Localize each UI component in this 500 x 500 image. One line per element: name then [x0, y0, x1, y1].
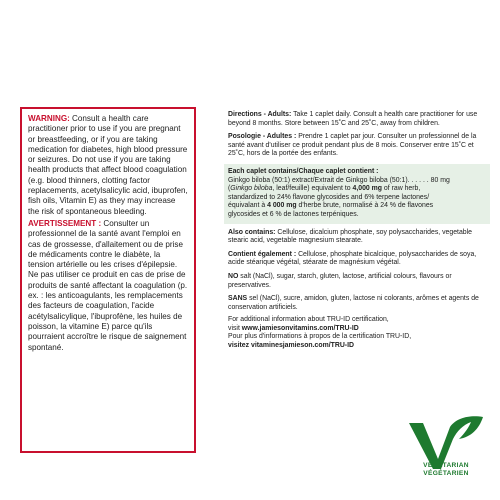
directions-fr	[228, 133, 490, 159]
posologie-heading: Posologie - Adultes :	[228, 133, 297, 141]
contient-text: Cellulose, phosphate bicalcique, polysaccharides de soya, acide stéarique végétal, stéarate de magnésium végétal.	[228, 250, 477, 267]
contient-heading: Contient également :	[228, 250, 297, 258]
vegetarian-label: VEGETARIAN	[423, 462, 469, 469]
no-text: salt (NaCl), sugar, starch, gluten, lactose, artificial colours, flavours or preservatives.	[228, 272, 452, 289]
caplet-line-5: glycosides et 6 % de lactones terpéniques.	[228, 210, 359, 218]
directions-heading: Directions - Adults:	[228, 111, 292, 118]
warning-box	[20, 107, 196, 453]
sans-heading: SANS	[228, 295, 248, 303]
tru-id-en-line-1: For additional information about TRU-ID certification,	[228, 316, 389, 324]
raw-herb-amount: 4,000 mg	[352, 185, 382, 193]
caplet-heading: Each caplet contains/Chaque caplet contient :	[228, 167, 379, 175]
tru-id-en-line-2	[228, 325, 490, 334]
caplet-line-1	[228, 177, 486, 186]
no-heading: NO	[228, 272, 239, 280]
caplet-line-4-end: d'herbe brute, normalisé à 24 % de flavones	[296, 202, 434, 210]
caplet-line-2-end: of raw herb,	[382, 185, 421, 193]
paren-open: (	[228, 185, 231, 193]
warning-heading: WARNING:	[28, 114, 70, 123]
tru-id-en-link[interactable]: www.jamiesonvitamins.com/TRU-ID	[241, 324, 359, 332]
tru-id-fr-line-1: Pour plus d'informations à propos de la certification TRU-ID,	[228, 333, 412, 341]
tru-id-en-prefix: visit	[228, 324, 242, 332]
tru-id-block	[228, 316, 490, 350]
directions-text: Take 1 caplet daily. Consult a health care practitioner for use beyond 8 months. Store between 15˚C and 25˚C, away from children.	[228, 111, 478, 127]
warning-fr	[28, 219, 188, 353]
also-contains-en	[228, 229, 490, 246]
info-column	[228, 111, 490, 351]
also-contains-fr	[228, 251, 490, 268]
tru-id-fr-prefix: visitez	[228, 342, 251, 350]
caplet-line-4-start: équivalant à	[228, 202, 268, 210]
directions-en	[228, 111, 490, 128]
latin-name: Ginkgo biloba	[230, 185, 273, 193]
raw-herb-amount-fr: 4 000 mg	[267, 202, 297, 210]
caplet-line-2-mid: , leaf/feuille) equivalent to	[272, 185, 353, 193]
ingredient-amount: 80 mg	[430, 176, 450, 184]
also-contains-heading: Also contains:	[228, 228, 276, 236]
free-from-en	[228, 273, 490, 290]
free-from-fr	[228, 295, 490, 312]
also-contains-text: Cellulose, dicalcium phosphate, soy polysaccharides, vegetable stearic acid, vegetable magnesium stearate.	[228, 228, 472, 245]
tru-id-fr-link[interactable]: vitaminesjamieson.com/TRU-ID	[250, 342, 354, 350]
avertissement-text: Consulter un professionnel de la santé avant l'emploi en cas de grossesse, d'allaitement ou de prise de médicaments contre le diabète, la tension artérielle ou les crises d'épilepsie. Ne pas utiliser ce produit en cas de prise de produits de santé affectant la coagulation (p. ex. : les anticoagulants, les remplacements des facteurs de coagulation, l'acide acétylsalicylique, l'ibuprofène, les huiles de poisson, la vitamine E) parce qu'ils pourraient accroître le risque de saignement spontané.	[28, 218, 188, 352]
warning-en	[28, 114, 188, 217]
vegetarien-label: VÉGÉTARIEN	[423, 470, 469, 477]
caplet-line-2	[228, 185, 486, 194]
ingredient-name: Ginkgo biloba (50:1) extract/Extrait de Ginkgo biloba (50:1). . . . . .	[228, 176, 429, 184]
ingredients-box	[224, 164, 490, 224]
avertissement-heading: AVERTISSEMENT :	[28, 218, 102, 228]
caplet-line-4	[228, 202, 486, 211]
posologie-text: Prendre 1 caplet par jour. Consulter un professionnel de la santé avant d'utiliser ce produit pendant plus de 8 mois. Conserver entre 15˚C et 25˚C, hors de la portée des enfants.	[228, 133, 477, 158]
caplet-line-3: standardized to 24% flavone glycosides and 6% terpene lactones/	[228, 193, 430, 201]
sans-text: sel (NaCl), sucre, amidon, gluten, lactose ni colorants, arômes et agents de conservation artificiels.	[228, 295, 479, 311]
tru-id-fr-line-2	[228, 342, 490, 351]
warning-text: Consult a health care practitioner prior to use if you are pregnant or breastfeeding, or if you are taking medication for diabetes, high blood pressure or seizures. Do not use if you are taking health products that affect blood coagulation (e.g. blood thinners, clotting factor replacements, acetylsalicylic acid, ibuprofen, fish oils, Vitamin E) as they may increase the risk of spontaneous bleeding.	[28, 114, 188, 216]
